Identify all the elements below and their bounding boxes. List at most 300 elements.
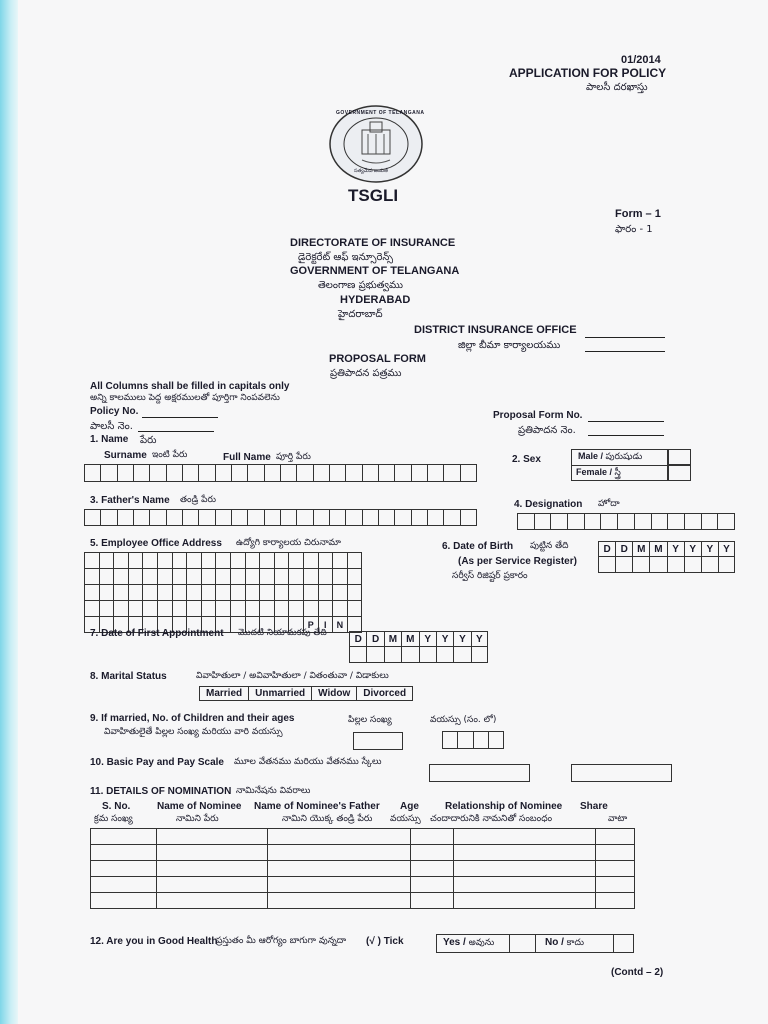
age-box-1[interactable] — [442, 731, 457, 749]
address-cell[interactable] — [143, 553, 158, 569]
address-cell[interactable] — [99, 585, 114, 601]
female-checkbox[interactable] — [667, 465, 691, 481]
name-box-13[interactable] — [280, 464, 296, 482]
designation-label: 4. Designation — [514, 499, 583, 510]
address-cell[interactable] — [333, 553, 348, 569]
address-cell[interactable] — [99, 553, 114, 569]
sex-label: 2. Sex — [512, 454, 541, 465]
col-header-age: Age — [400, 801, 419, 812]
marital-status-label: 8. Marital Status — [90, 671, 167, 682]
nomination-cell[interactable] — [91, 829, 157, 845]
policy-number-label-telugu: పాలసీ నెం. — [90, 421, 133, 432]
proposal-number-field[interactable] — [588, 410, 664, 422]
appointment-entry-cell[interactable] — [419, 647, 436, 663]
designation-box-5[interactable] — [584, 513, 601, 530]
nomination-cell[interactable] — [411, 877, 454, 893]
address-cell[interactable] — [172, 569, 187, 585]
sex-option-male[interactable]: Male / పురుషుడు — [578, 451, 643, 462]
father-name-box-5[interactable] — [149, 509, 165, 526]
address-cell[interactable] — [128, 553, 143, 569]
name-box-6[interactable] — [166, 464, 182, 482]
address-cell[interactable] — [216, 569, 231, 585]
designation-box-8[interactable] — [634, 513, 651, 530]
address-cell[interactable] — [187, 585, 202, 601]
address-cell[interactable] — [260, 601, 275, 617]
nomination-title: 11. DETAILS OF NOMINATION — [90, 786, 232, 797]
father-name-box-18[interactable] — [362, 509, 378, 526]
dob-label-cell: Y — [701, 541, 718, 557]
address-cell[interactable] — [289, 553, 304, 569]
father-name-label-telugu: తండ్రి పేరు — [180, 495, 216, 505]
dob-entry-cell[interactable] — [632, 557, 649, 573]
marital-option-widow[interactable]: Widow — [311, 686, 356, 701]
nomination-cell[interactable] — [267, 829, 411, 845]
policy-number-field[interactable] — [142, 406, 218, 418]
nomination-cell[interactable] — [595, 845, 634, 861]
proposal-number-label-telugu: ప్రతిపాదన నెం. — [518, 425, 576, 436]
scheme-name: TSGLI — [348, 186, 399, 205]
designation-box-3[interactable] — [550, 513, 567, 530]
nomination-cell[interactable] — [267, 861, 411, 877]
appointment-entry-cell[interactable] — [366, 647, 383, 663]
father-name-entry-boxes[interactable] — [84, 509, 477, 526]
address-cell[interactable] — [274, 553, 289, 569]
col-header-age-telugu: వయస్సు — [390, 814, 421, 824]
address-cell[interactable] — [216, 553, 231, 569]
designation-box-10[interactable] — [667, 513, 684, 530]
address-cell[interactable] — [85, 553, 100, 569]
address-cell[interactable] — [318, 553, 333, 569]
age-box-3[interactable] — [473, 731, 488, 749]
address-cell[interactable] — [85, 601, 100, 617]
name-label: 1. Name — [90, 434, 129, 445]
marital-option-divorced[interactable]: Divorced — [356, 686, 413, 701]
appointment-entry-cell[interactable] — [349, 647, 366, 663]
designation-box-4[interactable] — [567, 513, 584, 530]
father-name-box-10[interactable] — [231, 509, 247, 526]
nomination-cell[interactable] — [91, 861, 157, 877]
name-box-2[interactable] — [100, 464, 116, 482]
dob-entry-cell[interactable] — [684, 557, 701, 573]
address-cell[interactable] — [187, 569, 202, 585]
nomination-cell[interactable] — [156, 877, 267, 893]
father-name-box-9[interactable] — [215, 509, 231, 526]
pin-label-cell: I — [318, 617, 333, 633]
age-box-4[interactable] — [488, 731, 504, 749]
father-name-box-14[interactable] — [296, 509, 312, 526]
address-cell[interactable] — [274, 585, 289, 601]
full-name-label-telugu: పూర్తి పేరు — [276, 452, 311, 462]
name-box-20[interactable] — [394, 464, 410, 482]
address-cell[interactable] — [274, 569, 289, 585]
marital-option-unmarried[interactable]: Unmarried — [248, 686, 311, 701]
father-name-box-3[interactable] — [117, 509, 133, 526]
marital-option-married[interactable]: Married — [199, 686, 248, 701]
address-cell[interactable] — [333, 585, 348, 601]
district-office-label: DISTRICT INSURANCE OFFICE — [414, 324, 577, 336]
nomination-cell[interactable] — [595, 861, 634, 877]
dob-sub-label: (As per Service Register) — [458, 556, 577, 567]
col-header-sno: S. No. — [102, 801, 131, 812]
nomination-table[interactable] — [90, 828, 635, 909]
address-cell[interactable] — [303, 553, 318, 569]
designation-box-2[interactable] — [534, 513, 551, 530]
address-cell[interactable] — [318, 569, 333, 585]
district-office-field[interactable] — [585, 326, 665, 338]
good-health-label-telugu: ప్రస్తుతం మీ ఆరోగ్యం బాగుగా వున్నదా — [216, 936, 347, 946]
address-cell[interactable] — [201, 601, 216, 617]
nomination-cell[interactable] — [91, 893, 157, 909]
health-option-yes[interactable]: Yes / అవును — [443, 937, 495, 948]
address-cell[interactable] — [347, 601, 362, 617]
appointment-entry-cell[interactable] — [471, 647, 488, 663]
address-cell[interactable] — [318, 601, 333, 617]
children-label-telugu: వివాహితులైతే పిల్లల సంఖ్య మరియు వారి వయస్సు — [104, 727, 283, 737]
dob-entry-cell[interactable] — [718, 557, 735, 573]
name-box-24[interactable] — [460, 464, 477, 482]
address-cell[interactable] — [245, 569, 260, 585]
appointment-label-cell: D — [366, 631, 383, 647]
col-header-nominee-telugu: నామిని పేరు — [176, 814, 219, 824]
address-cell[interactable] — [347, 553, 362, 569]
appointment-label-cell: Y — [419, 631, 436, 647]
nomination-cell[interactable] — [411, 861, 454, 877]
nomination-cell[interactable] — [91, 877, 157, 893]
first-appointment-date-boxes[interactable] — [349, 631, 488, 663]
continued-note: (Contd – 2) — [611, 967, 664, 978]
nomination-cell[interactable] — [454, 845, 596, 861]
name-label-telugu: పేరు — [140, 435, 157, 446]
address-cell[interactable] — [260, 585, 275, 601]
name-box-10[interactable] — [231, 464, 247, 482]
government-name: GOVERNMENT OF TELANGANA — [290, 265, 460, 277]
marital-status-label-telugu: వివాహితులా / అవివాహితులా / వితంతువా / విడాకులు — [196, 671, 389, 681]
name-box-19[interactable] — [378, 464, 394, 482]
nomination-title-telugu: నామినేషను వివరాలు — [236, 786, 311, 796]
dob-label-cell: Y — [667, 541, 684, 557]
address-cell[interactable] — [230, 569, 245, 585]
name-box-4[interactable] — [133, 464, 149, 482]
appointment-label-cell: Y — [453, 631, 470, 647]
appointment-label-cell: Y — [436, 631, 453, 647]
proposal-form-title-telugu: ప్రతిపాదన పత్రము — [330, 368, 402, 379]
address-cell[interactable] — [172, 585, 187, 601]
appointment-entry-cell[interactable] — [453, 647, 470, 663]
directorate-name-telugu: డైరెక్టరేట్ ఆఫ్ ఇన్సూరెన్స్ — [298, 252, 394, 263]
designation-box-13[interactable] — [717, 513, 735, 530]
no-tick-box[interactable] — [613, 935, 633, 952]
surname-label: Surname — [104, 450, 147, 461]
address-cell[interactable] — [157, 601, 172, 617]
office-address-label-telugu: ఉద్యోగి కార్యాలయ చిరునామా — [236, 538, 341, 548]
address-cell[interactable] — [114, 601, 129, 617]
father-name-box-22[interactable] — [427, 509, 443, 526]
address-cell[interactable] — [128, 601, 143, 617]
dob-label-cell: Y — [684, 541, 701, 557]
nomination-cell[interactable] — [454, 861, 596, 877]
male-checkbox[interactable] — [667, 449, 691, 465]
policy-number-field-line2[interactable] — [138, 420, 214, 432]
address-cell[interactable] — [245, 585, 260, 601]
appointment-label-cell: M — [384, 631, 401, 647]
name-box-1[interactable] — [84, 464, 100, 482]
name-box-23[interactable] — [443, 464, 459, 482]
address-cell[interactable] — [318, 585, 333, 601]
name-entry-boxes[interactable] — [84, 464, 477, 482]
city-name-telugu: హైదరాబాద్ — [338, 309, 383, 320]
pin-label-cell: P — [303, 617, 318, 633]
address-cell[interactable] — [303, 585, 318, 601]
dob-entry-cell[interactable] — [701, 557, 718, 573]
address-cell[interactable] — [216, 585, 231, 601]
address-cell[interactable] — [85, 585, 100, 601]
address-cell[interactable] — [114, 553, 129, 569]
address-cell[interactable] — [172, 553, 187, 569]
father-name-label: 3. Father's Name — [90, 495, 170, 506]
name-box-18[interactable] — [362, 464, 378, 482]
address-cell[interactable] — [216, 601, 231, 617]
good-health-label: 12. Are you in Good Health — [90, 936, 218, 947]
nomination-cell[interactable] — [156, 829, 267, 845]
capitals-instruction-telugu: అన్ని కాలములు పెద్ద అక్షరములతో పూర్తిగా నింపవలెను — [90, 393, 280, 403]
address-cell[interactable] — [143, 585, 158, 601]
father-name-box-11[interactable] — [247, 509, 263, 526]
col-header-share: Share — [580, 801, 608, 812]
address-cell[interactable] — [289, 601, 304, 617]
father-name-box-15[interactable] — [313, 509, 329, 526]
address-cell[interactable] — [128, 585, 143, 601]
address-cell[interactable] — [289, 569, 304, 585]
proposal-form-title: PROPOSAL FORM — [329, 353, 426, 365]
address-cell[interactable] — [143, 601, 158, 617]
appointment-label-cell: M — [401, 631, 418, 647]
children-age-boxes[interactable] — [442, 731, 504, 749]
col-header-sno-telugu: క్రమ సంఖ్య — [94, 814, 133, 824]
designation-box-1[interactable] — [517, 513, 534, 530]
nomination-cell[interactable] — [411, 893, 454, 909]
district-office-label-telugu: జిల్లా బీమా కార్యాలయము — [458, 340, 561, 351]
address-cell[interactable] — [347, 569, 362, 585]
office-address-grid[interactable] — [84, 552, 362, 633]
dob-entry-cell[interactable] — [649, 557, 666, 573]
name-box-8[interactable] — [198, 464, 214, 482]
address-cell[interactable] — [157, 553, 172, 569]
father-name-box-23[interactable] — [443, 509, 459, 526]
dob-entry-cell[interactable] — [598, 557, 615, 573]
address-cell[interactable] — [99, 601, 114, 617]
seal-text-bottom: సత్యమేవ జయతే — [354, 168, 388, 174]
form-number: Form – 1 — [615, 208, 661, 220]
pay-scale-box[interactable] — [571, 764, 672, 782]
address-cell[interactable] — [230, 601, 245, 617]
address-cell[interactable] — [201, 585, 216, 601]
address-cell[interactable] — [187, 553, 202, 569]
address-cell[interactable] — [114, 569, 129, 585]
form-page — [18, 0, 768, 1024]
address-cell[interactable] — [143, 569, 158, 585]
father-name-box-8[interactable] — [198, 509, 214, 526]
address-cell[interactable] — [303, 569, 318, 585]
nomination-cell[interactable] — [156, 845, 267, 861]
nomination-cell[interactable] — [156, 861, 267, 877]
name-box-21[interactable] — [411, 464, 427, 482]
dob-label: 6. Date of Birth — [442, 541, 514, 552]
name-box-11[interactable] — [247, 464, 263, 482]
father-name-box-24[interactable] — [460, 509, 477, 526]
nomination-cell[interactable] — [454, 829, 596, 845]
designation-box-7[interactable] — [617, 513, 634, 530]
office-address-label: 5. Employee Office Address — [90, 538, 222, 549]
name-box-16[interactable] — [329, 464, 345, 482]
dob-date-boxes[interactable] — [598, 541, 735, 573]
name-box-17[interactable] — [345, 464, 361, 482]
nomination-cell[interactable] — [267, 845, 411, 861]
dob-label-telugu: పుట్టిన తేది — [530, 541, 569, 551]
sex-option-female[interactable]: Female / స్త్రీ — [576, 467, 621, 478]
address-cell[interactable] — [230, 553, 245, 569]
designation-label-telugu: హోదా — [598, 499, 620, 509]
address-cell[interactable] — [303, 601, 318, 617]
policy-number-label: Policy No. — [90, 406, 139, 417]
designation-box-12[interactable] — [701, 513, 718, 530]
form-code: 01/2014 — [621, 54, 661, 66]
nomination-cell[interactable] — [595, 877, 634, 893]
capitals-instruction: All Columns shall be filled in capitals only — [90, 381, 290, 392]
pin-label-cell: N — [333, 617, 348, 633]
seal-text-top: GOVERNMENT OF TELANGANA — [336, 110, 425, 116]
designation-box-11[interactable] — [684, 513, 701, 530]
children-age-label-telugu: వయస్సు (సం. లో) — [430, 715, 497, 725]
basic-pay-box[interactable] — [429, 764, 530, 782]
appointment-label-cell: D — [349, 631, 366, 647]
father-name-box-6[interactable] — [166, 509, 182, 526]
address-cell[interactable] — [230, 585, 245, 601]
address-cell[interactable] — [99, 569, 114, 585]
marital-status-options[interactable] — [199, 686, 413, 701]
father-name-box-17[interactable] — [345, 509, 361, 526]
address-cell[interactable] — [157, 585, 172, 601]
address-cell[interactable] — [260, 569, 275, 585]
dob-label-cell: Y — [718, 541, 735, 557]
col-header-relationship-telugu: చందాదారునికి నామనితో సంబంధం — [430, 814, 553, 824]
form-number-telugu: ఫారం - 1 — [615, 224, 653, 235]
dob-entry-cell[interactable] — [667, 557, 684, 573]
address-cell[interactable] — [260, 553, 275, 569]
appointment-entry-cell[interactable] — [436, 647, 453, 663]
father-name-box-12[interactable] — [264, 509, 280, 526]
name-box-15[interactable] — [313, 464, 329, 482]
name-box-14[interactable] — [296, 464, 312, 482]
designation-entry-boxes[interactable] — [517, 513, 735, 530]
dob-label-cell: D — [615, 541, 632, 557]
address-cell[interactable] — [347, 585, 362, 601]
father-name-box-13[interactable] — [280, 509, 296, 526]
dob-label-cell: D — [598, 541, 615, 557]
designation-box-6[interactable] — [600, 513, 617, 530]
nomination-cell[interactable] — [411, 845, 454, 861]
address-cell[interactable] — [245, 601, 260, 617]
address-cell[interactable] — [201, 569, 216, 585]
children-count-label-telugu: పిల్లల సంఖ్య — [348, 715, 392, 725]
appointment-entry-cell[interactable] — [401, 647, 418, 663]
address-cell[interactable] — [85, 569, 100, 585]
children-count-box[interactable] — [353, 732, 403, 750]
dob-label-cell: M — [632, 541, 649, 557]
nomination-cell[interactable] — [267, 893, 411, 909]
address-cell[interactable] — [128, 569, 143, 585]
father-name-box-19[interactable] — [378, 509, 394, 526]
nomination-cell[interactable] — [595, 893, 634, 909]
name-box-9[interactable] — [215, 464, 231, 482]
father-name-box-20[interactable] — [394, 509, 410, 526]
health-option-no[interactable]: No / కాదు — [545, 937, 584, 948]
dob-label-cell: M — [649, 541, 666, 557]
age-box-2[interactable] — [457, 731, 472, 749]
name-box-3[interactable] — [117, 464, 133, 482]
basic-pay-label-telugu: మూల వేతనము మరియు వేతనము స్కేలు — [234, 757, 382, 767]
yes-tick-box[interactable] — [509, 935, 534, 952]
dob-sub-label-telugu: సర్వీస్ రిజిష్టర్ ప్రకారం — [452, 571, 528, 581]
nomination-cell[interactable] — [267, 877, 411, 893]
address-cell[interactable] — [114, 585, 129, 601]
nomination-cell[interactable] — [91, 845, 157, 861]
nomination-cell[interactable] — [595, 829, 634, 845]
address-cell[interactable] — [172, 601, 187, 617]
page-edge-shadow — [0, 0, 18, 1024]
father-name-box-4[interactable] — [133, 509, 149, 526]
col-header-father-telugu: నామిని యొక్క తండ్రి పేరు — [282, 814, 373, 824]
proposal-number-field-line2[interactable] — [588, 424, 664, 436]
tick-instruction: (√ ) Tick — [366, 936, 404, 947]
application-title: APPLICATION FOR POLICY — [509, 66, 667, 80]
appointment-label-cell: Y — [471, 631, 488, 647]
first-appointment-label-telugu: మొదటి నియామకపు తేది — [238, 628, 327, 638]
address-cell[interactable] — [333, 601, 348, 617]
appointment-entry-cell[interactable] — [384, 647, 401, 663]
address-cell[interactable] — [245, 553, 260, 569]
proposal-number-label: Proposal Form No. — [493, 410, 583, 421]
directorate-name: DIRECTORATE OF INSURANCE — [290, 237, 456, 249]
basic-pay-label: 10. Basic Pay and Pay Scale — [90, 757, 224, 768]
father-name-box-2[interactable] — [100, 509, 116, 526]
father-name-box-7[interactable] — [182, 509, 198, 526]
address-cell[interactable] — [333, 569, 348, 585]
government-name-telugu: తెలంగాణ ప్రభుత్వము — [318, 280, 404, 291]
nomination-cell[interactable] — [454, 877, 596, 893]
nomination-cell[interactable] — [454, 893, 596, 909]
dob-entry-cell[interactable] — [615, 557, 632, 573]
address-cell[interactable] — [157, 569, 172, 585]
nomination-cell[interactable] — [411, 829, 454, 845]
designation-box-9[interactable] — [651, 513, 668, 530]
father-name-box-16[interactable] — [329, 509, 345, 526]
col-header-nominee: Name of Nominee — [157, 801, 242, 812]
father-name-box-1[interactable] — [84, 509, 100, 526]
address-cell[interactable] — [187, 601, 202, 617]
nomination-cell[interactable] — [156, 893, 267, 909]
name-box-22[interactable] — [427, 464, 443, 482]
father-name-box-21[interactable] — [411, 509, 427, 526]
address-cell[interactable] — [201, 553, 216, 569]
address-cell[interactable] — [274, 601, 289, 617]
name-box-12[interactable] — [264, 464, 280, 482]
address-cell[interactable] — [289, 585, 304, 601]
name-box-7[interactable] — [182, 464, 198, 482]
name-box-5[interactable] — [149, 464, 165, 482]
district-office-field-line2[interactable] — [585, 340, 665, 352]
col-header-relationship: Relationship of Nominee — [445, 801, 563, 812]
col-header-share-telugu: వాటా — [608, 814, 628, 824]
